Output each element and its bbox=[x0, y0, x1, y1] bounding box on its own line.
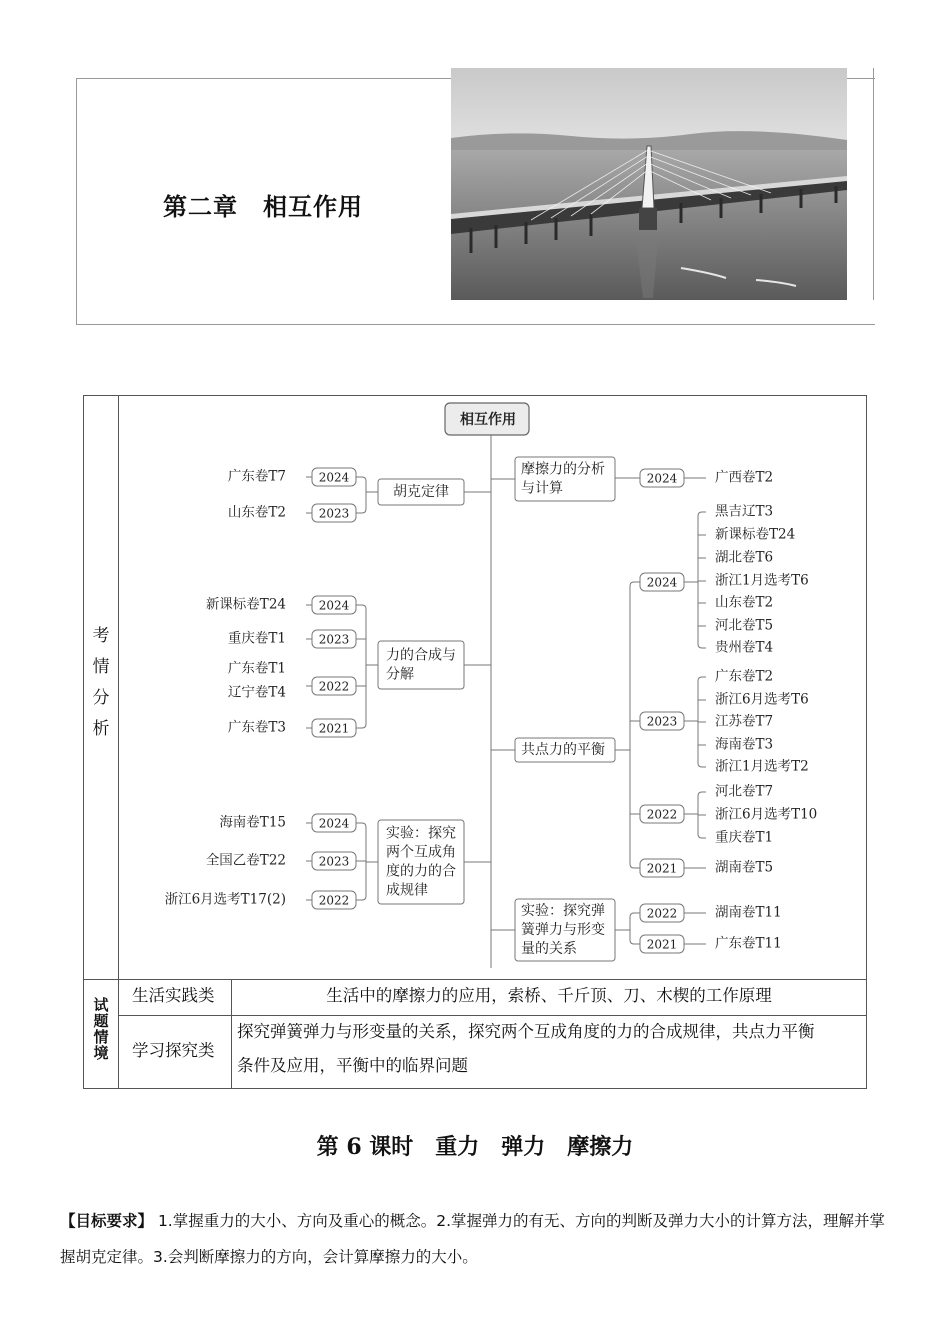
source-label: 湖北卷T6 bbox=[715, 549, 774, 566]
row-content: 探究弹簧弹力与形变量的关系，探究两个互成角度的力的合成规律，共点力平衡 bbox=[237, 1022, 815, 1041]
topic-label: 实验：探究 bbox=[386, 825, 456, 842]
year-label: 2024 bbox=[318, 816, 350, 831]
row-category: 学习探究类 bbox=[132, 1041, 215, 1060]
bridge-photo bbox=[451, 68, 847, 300]
year-label: 2024 bbox=[318, 598, 350, 613]
year-label: 2024 bbox=[646, 575, 678, 590]
year-label: 2023 bbox=[318, 506, 350, 521]
row-category: 生活实践类 bbox=[132, 986, 215, 1005]
source-label: 浙江6月选考T6 bbox=[715, 691, 809, 708]
year-label: 2023 bbox=[646, 714, 678, 729]
source-label: 河北卷T7 bbox=[715, 783, 774, 800]
year-label: 2022 bbox=[318, 679, 350, 694]
year-label: 2021 bbox=[646, 937, 678, 952]
source-label: 广东卷T11 bbox=[715, 935, 782, 952]
source-label: 山东卷T2 bbox=[715, 594, 774, 611]
lesson-title: 第 6 课时 重力 弹力 摩擦力 bbox=[316, 1134, 634, 1160]
topic-label: 分解 bbox=[386, 666, 414, 683]
topic-label: 力的合成与 bbox=[386, 647, 456, 664]
connector-line bbox=[356, 605, 366, 728]
source-label: 全国乙卷T22 bbox=[205, 852, 286, 869]
topic-label: 实验：探究弹 bbox=[521, 903, 605, 919]
goal-text: 1.掌握重力的大小、方向及重心的概念。2.掌握弹力的有无、方向的判断及弹力大小的计算方法，理解并掌握胡克定律。3.会判断摩擦力的方向，会计算摩擦力的大小。 bbox=[60, 1212, 886, 1266]
year-label: 2021 bbox=[318, 721, 350, 736]
source-label: 重庆卷T1 bbox=[227, 630, 286, 647]
source-label: 新课标卷T24 bbox=[205, 596, 286, 613]
topic-label: 摩擦力的分析 bbox=[521, 461, 605, 478]
analysis-label: 考 情 分 析 bbox=[92, 626, 110, 739]
chapter-banner bbox=[76, 78, 875, 325]
topic-label: 成规律 bbox=[386, 882, 428, 899]
source-label: 浙江1月选考T6 bbox=[715, 572, 809, 589]
source-label: 湖南卷T5 bbox=[715, 859, 774, 876]
source-label: 河北卷T5 bbox=[715, 617, 774, 634]
source-label: 江苏卷T7 bbox=[715, 713, 774, 730]
banner-edge bbox=[873, 68, 874, 300]
topic-label: 簧弹力与形变 bbox=[521, 922, 605, 938]
source-label: 广东卷T1 bbox=[227, 660, 286, 677]
year-label: 2023 bbox=[318, 854, 350, 869]
source-label: 海南卷T15 bbox=[219, 814, 286, 831]
row-content: 条件及应用，平衡中的临界问题 bbox=[237, 1056, 468, 1075]
source-label: 广东卷T7 bbox=[227, 468, 286, 485]
source-label: 山东卷T2 bbox=[227, 504, 286, 521]
source-label: 黑吉辽T3 bbox=[715, 503, 774, 520]
connector-line bbox=[630, 913, 640, 944]
root-label: 相互作用 bbox=[460, 412, 516, 428]
connector-line bbox=[630, 582, 640, 868]
source-label: 新课标卷T24 bbox=[715, 526, 796, 543]
source-label: 浙江1月选考T2 bbox=[715, 758, 809, 775]
learning-goals bbox=[60, 1203, 890, 1275]
chapter-title: 第二章 相互作用 bbox=[163, 193, 363, 221]
source-label: 海南卷T3 bbox=[715, 736, 774, 753]
year-label: 2021 bbox=[646, 861, 678, 876]
year-label: 2022 bbox=[318, 893, 350, 908]
topic-label: 两个互成角 bbox=[386, 844, 456, 861]
source-label: 广东卷T2 bbox=[715, 668, 774, 685]
source-label: 浙江6月选考T10 bbox=[715, 806, 818, 823]
topic-label: 度的力的合 bbox=[386, 863, 456, 880]
connector-line bbox=[356, 477, 366, 513]
connector-line bbox=[698, 512, 706, 648]
topic-label: 共点力的平衡 bbox=[521, 742, 605, 758]
source-label: 浙江6月选考T17(2) bbox=[164, 891, 286, 908]
row-content: 生活中的摩擦力的应用，索桥、千斤顶、刀、木楔的工作原理 bbox=[326, 986, 772, 1005]
goal-label: 【目标要求】 bbox=[60, 1212, 154, 1230]
source-label: 重庆卷T1 bbox=[715, 829, 774, 846]
year-label: 2022 bbox=[646, 807, 678, 822]
year-label: 2024 bbox=[318, 470, 350, 485]
topic-label: 量的关系 bbox=[521, 941, 577, 957]
topic-mindmap bbox=[118, 396, 866, 978]
year-label: 2024 bbox=[646, 471, 678, 486]
source-label: 湖南卷T11 bbox=[715, 904, 782, 921]
topic-label: 胡克定律 bbox=[393, 484, 449, 500]
year-label: 2022 bbox=[646, 906, 678, 921]
year-label: 2023 bbox=[318, 632, 350, 647]
context-label: 试 题 情 境 bbox=[93, 996, 109, 1062]
source-label: 贵州卷T4 bbox=[715, 639, 774, 656]
source-label: 广西卷T2 bbox=[715, 469, 774, 486]
source-label: 广东卷T3 bbox=[227, 719, 286, 736]
source-label: 辽宁卷T4 bbox=[227, 684, 286, 701]
topic-label: 与计算 bbox=[521, 480, 563, 497]
